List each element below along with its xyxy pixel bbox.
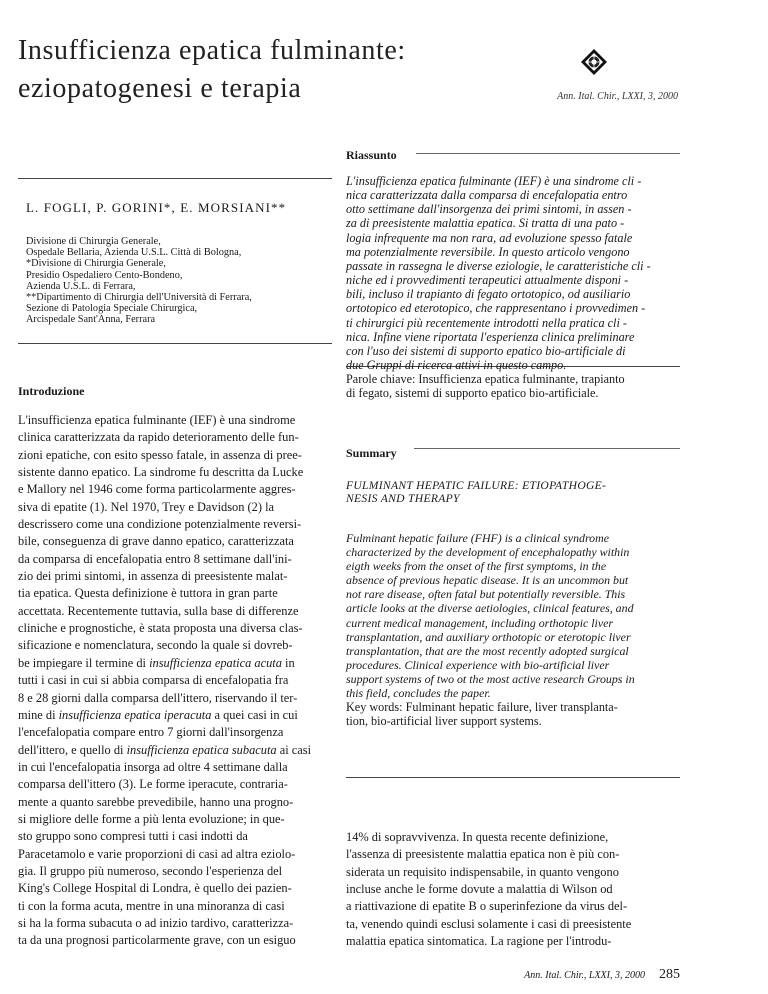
article-title (18, 32, 448, 108)
text-line: e Mallory nel 1946 come forma particolarmente aggres- (18, 482, 296, 497)
page-number: 285 (659, 967, 680, 982)
text-line: current medical management, including orthotopic liver (346, 615, 614, 630)
text-line: ti chirurgici più recentemente introdotti nella pratica cli - (346, 315, 627, 330)
emphasized-term: insufficienza epatica iperacuta (58, 707, 212, 722)
text-line: si ha la forma subacuta o ad inizio tardivo, caratterizza- (18, 915, 294, 930)
keywords-line: di fegato, sistemi di supporto epatico bio-artificiale. (346, 386, 599, 401)
riassunto-text (346, 174, 651, 401)
text-line: in cui l'encefalopatia insorga ad oltre 4 settimane dalla (18, 759, 288, 774)
text-line: mente a quanto sarebbe prevedibile, hanno una progno- (18, 794, 294, 809)
text-line: l'assenza di preesistente malattia epatica non è più con- (346, 847, 620, 862)
text-line: procedures. Clinical experience with bio-artificial liver (346, 657, 610, 672)
text-line: nica caratterizzata dalla comparsa di encefalopatia entro (346, 188, 628, 203)
text-line: con l'uso dei sistemi di supporto epatico bio-artificiale di (346, 343, 626, 358)
text-line: Fulminant hepatic failure (FHF) is a clinical syndrome (346, 531, 609, 545)
text-line: zioni epatiche, con esito spesso fatale, in assenza di pree- (18, 447, 302, 462)
text-line: incluse anche le forme dovute a malattia di Wilson od (346, 882, 613, 897)
text-line: article looks at the diverse aetiologies, clinical features, and (346, 601, 634, 616)
heading-rule (414, 448, 680, 449)
text-line: za di preesistente malattia epatica. Si tratta di una pato - (346, 216, 625, 231)
text-line: l'encefalopatia compare entro 7 giorni dall'insorgenza (18, 725, 284, 740)
text-line: ma potenzialmente reversibile. In questo articolo vengono (346, 244, 630, 259)
text-line: sificazione e nomenclatura, secondo la quale si dovreb- (18, 638, 293, 653)
text-line: cliniche e prognostiche, è stata proposta una diversa clas- (18, 621, 303, 636)
introduzione-text (18, 412, 311, 950)
summary-section (346, 440, 680, 778)
text-line: zio dei primi sintomi, in assenza di preesistente malat- (18, 569, 288, 584)
text-line: bile, conseguenza di grave danno epatico, caratterizzata (18, 534, 294, 549)
author-list: L. FOGLI, P. GORINI*, E. MORSIANI** (26, 200, 287, 215)
text-line: eigth weeks from the onset of the first symptoms, in the (346, 559, 607, 574)
text-line: niche ed i provvedimenti terapeutici attualmente disponi - (346, 273, 629, 288)
text-line: ti con la forma acuta, mentre in una minoranza di casi (18, 898, 285, 913)
affiliation-line: Divisione di Chirurgia Generale, (26, 236, 161, 247)
keywords-line: Key words: Fulminant hepatic failure, liver transplanta- (346, 700, 618, 715)
introduzione-heading: Introduzione (18, 384, 85, 398)
text-line: gia. Il gruppo più numeroso, secondo l'esperienza del (18, 863, 283, 878)
text-line: sistente danno epatico. La sindrome fu descritta da Lucke (18, 465, 304, 480)
text-line: Paracetamolo e varie proporzioni di casi ad altra eziolo- (18, 846, 296, 861)
keywords-line: tion, bio-artificial liver support systems. (346, 714, 542, 729)
text-line: si migliore delle forme a più lenta evoluzione; in que- (18, 811, 285, 826)
text-line: clinica caratterizzata da rapido deterioramento delle fun- (18, 430, 299, 445)
text-line: bili, incluso il trapianto di fegato ortotopico, od ausiliario (346, 287, 631, 302)
riassunto-section (346, 148, 680, 401)
page-footer (480, 965, 680, 983)
affiliations (26, 236, 326, 326)
text-line: descrissero come una condizione potenzialmente reversi- (18, 517, 302, 532)
text-line: ortotopico ed eterotopico, che rappresentano i provvedimen - (346, 301, 646, 316)
text-line: tutti i casi in cui si abbia comparsa di encefalopatia fra (18, 673, 289, 688)
text-line: due Gruppi di ricerca attivi in questo campo. (346, 358, 567, 373)
text-line: siderata un requisito indispensabile, in quanto vengono (346, 864, 619, 879)
journal-emblem-icon (580, 48, 608, 76)
affiliation-line: Arcispedale Sant'Anna, Ferrara (26, 314, 156, 326)
summary-text (346, 531, 635, 728)
article-title-line-1: Insufficienza epatica fulminante: (18, 35, 406, 66)
affiliation-line: Ospedale Bellaria, Azienda U.S.L. Città di Bologna, (26, 247, 242, 259)
emphasized-term: insufficienza epatica subacuta (126, 742, 277, 757)
footer-journal: Ann. Ital. Chir., LXXI, 3, 2000 (524, 970, 645, 981)
affiliation-line: Sezione di Patologia Speciale Chirurgica, (26, 303, 198, 315)
text-line: ta, venendo quindi esclusi solamente i casi di preesistente (346, 916, 632, 931)
text-line: support systems of two ot the most active research Groups in (346, 671, 635, 686)
continuation-text (346, 829, 631, 950)
text-line: King's College Hospital di Londra, è quello dei pazien- (18, 881, 292, 896)
summary-heading: Summary (346, 446, 397, 460)
article-title-line-2: eziopatogenesi e terapia (18, 73, 302, 104)
riassunto-heading: Riassunto (346, 148, 397, 162)
text-line: passate in rassegna le diverse eziologie, le caratteristiche cli - (346, 258, 651, 273)
text-line: da comparsa di encefalopatia entro 8 settimane dall'ini- (18, 551, 292, 566)
text-line: 8 e 28 giorni dalla comparsa dell'ittero, riservando il ter- (18, 690, 298, 705)
text-line: nica. Infine viene riportata l'esperienza clinica preliminare (346, 329, 635, 344)
emphasized-term: insufficienza epatica acuta (149, 655, 282, 670)
text-line: a riattivazione di epatite B o superinfezione da virus del- (346, 899, 628, 914)
text-line: sto gruppo sono compresi tutti i casi indotti da (18, 829, 248, 844)
text-line: otto settimane dall'insorgenza dei primi sintomi, in assen - (346, 202, 632, 217)
text-line: transplantation, and auxiliary orthotopic or eterotopic liver (346, 629, 631, 644)
text-line: tia epatica. Questa definizione è tuttora in gran parte (18, 586, 278, 601)
text-line: be impiegare il termine di insufficienza epatica acuta in (18, 655, 295, 670)
affiliation-line: Presidio Ospedaliero Cento-Bondeno, (26, 269, 183, 281)
summary-title-line: NESIS AND THERAPY (346, 492, 460, 505)
affiliation-line: Azienda U.S.L. di Ferrara, (26, 280, 136, 292)
text-line: logia infrequente ma non rara, ad evoluzione spesso fatale (346, 230, 633, 245)
text-line: not rare disease, often fatal but potentially reversible. This (346, 587, 626, 602)
text-line: accettata. Recentemente tuttavia, sulla base di differenze (18, 603, 299, 618)
summary-title-line: FULMINANT HEPATIC FAILURE: ETIOPATHOGE- (346, 479, 607, 492)
text-line: L'insufficienza epatica fulminante (IEF) è una sindrome (18, 413, 296, 427)
text-line: L'insufficienza epatica fulminante (IEF) è una sindrome cli - (346, 174, 642, 188)
text-line: siva di epatite (1). Nel 1970, Trey e Davidson (2) la (18, 499, 275, 514)
affiliation-line: **Dipartimento di Chirurgia dell'Università di Ferrara, (26, 292, 252, 304)
text-line: characterized by the development of encephalopathy within (346, 545, 630, 560)
text-line: this field, concludes the paper. (346, 686, 491, 701)
journal-reference: Ann. Ital. Chir., LXXI, 3, 2000 (557, 91, 678, 102)
text-line: malattia epatica sintomatica. La ragione per l'introdu- (346, 934, 612, 949)
text-line: mine di insufficienza epatica iperacuta a quei casi in cui (18, 707, 298, 722)
text-line: absence of previous hepatic disease. It is an uncommon but (346, 573, 629, 588)
text-line: dell'ittero, e quello di insufficienza epatica subacuta ai casi (18, 742, 312, 757)
summary-title (346, 479, 606, 505)
keywords-line: Parole chiave: Insufficienza epatica fulminante, trapianto (346, 372, 625, 387)
text-line: ta da una prognosi particolarmente grave, con un esiguo (18, 933, 296, 948)
authors-block (18, 178, 332, 344)
text-line: comparsa dell'ittero (3). Le forme iperacute, contraria- (18, 777, 288, 792)
heading-rule (416, 153, 680, 154)
affiliation-line: *Divisione di Chirurgia Generale, (26, 258, 166, 270)
text-line: transplantation, that are the most recently adopted surgical (346, 643, 629, 658)
text-line: 14% di sopravvivenza. In questa recente definizione, (346, 830, 609, 844)
